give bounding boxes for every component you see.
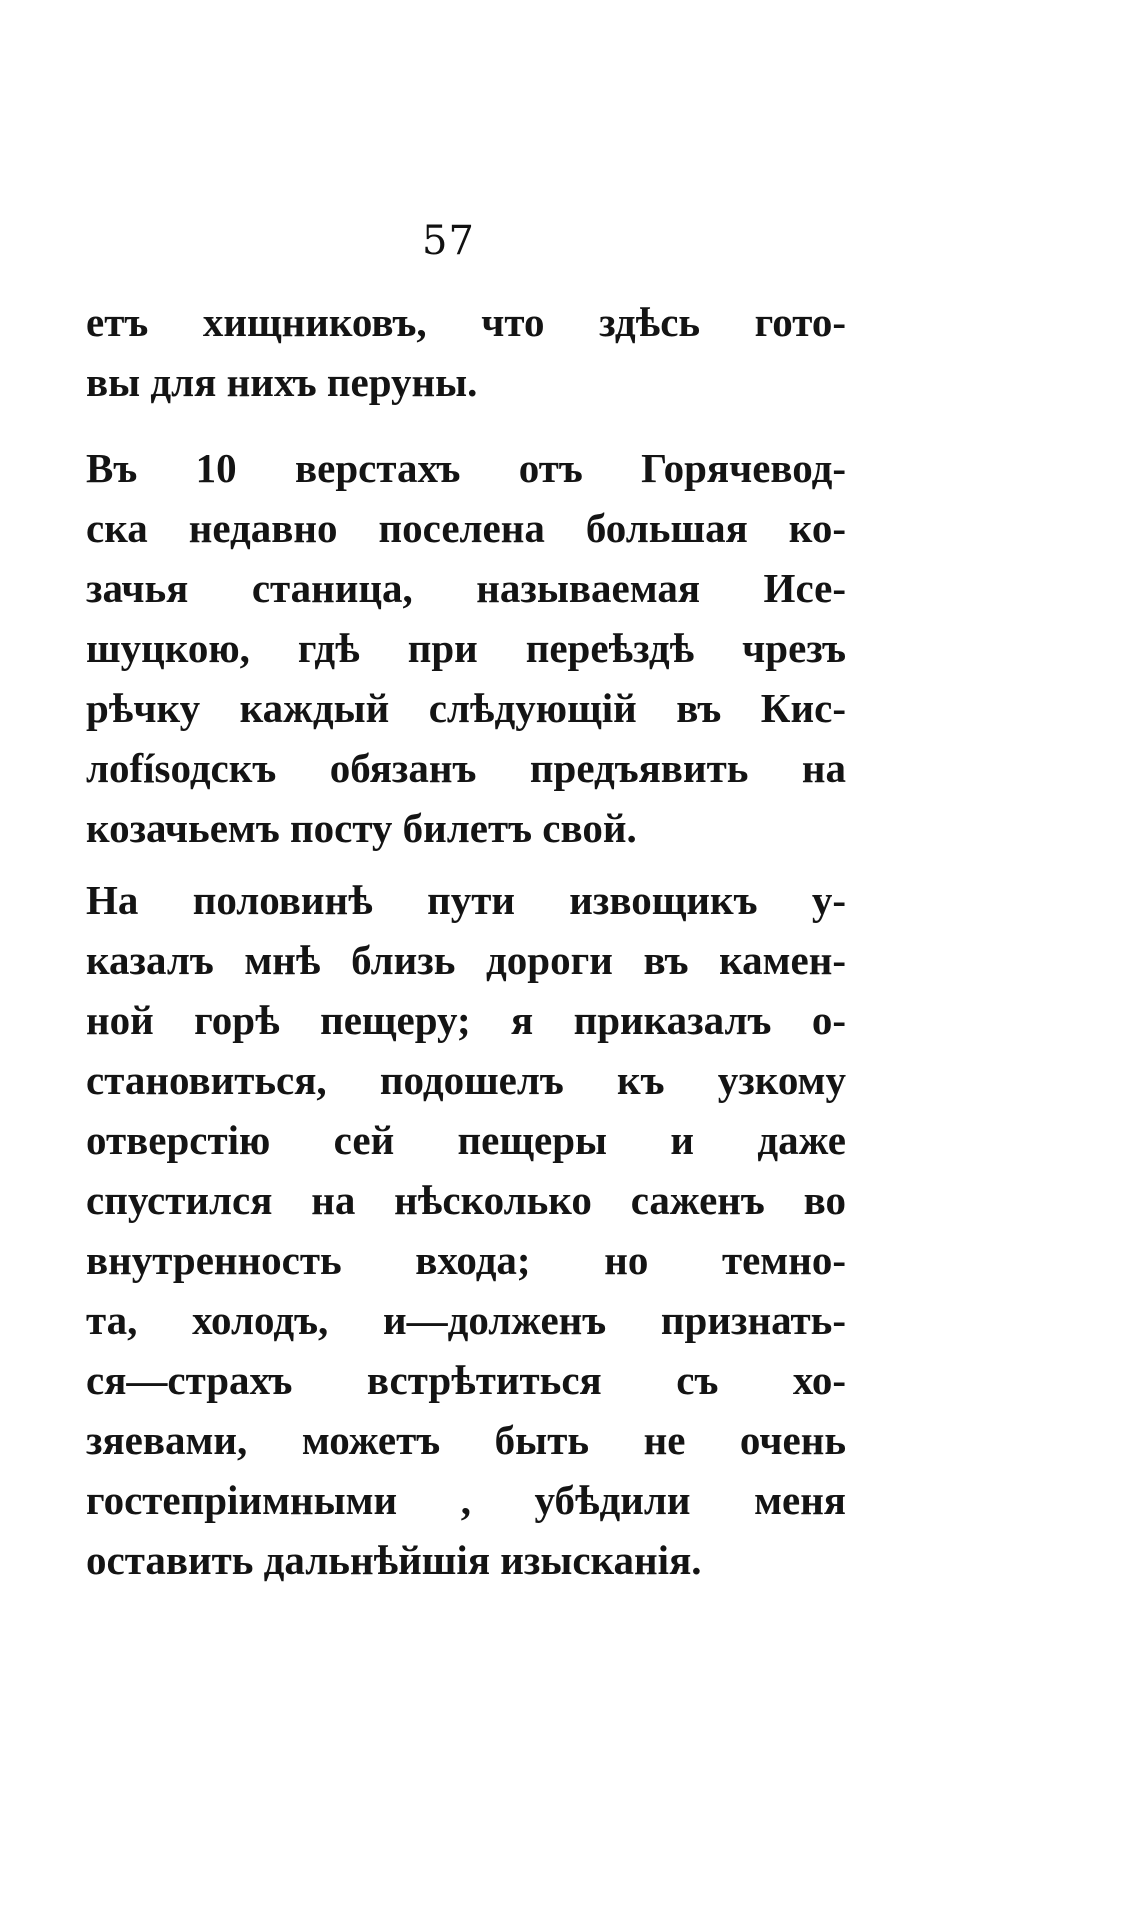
text-line: зяевами, можетъ быть не очень bbox=[86, 1417, 846, 1463]
text-line: зачья станица, называемая Исе- bbox=[86, 565, 846, 611]
text-line: ска недавно поселена большая ко- bbox=[86, 505, 846, 551]
text-line: козачьемъ посту билетъ свой. bbox=[86, 805, 637, 851]
paragraph-continuation bbox=[86, 292, 846, 412]
text-line: гостепріимными , убѣдили меня bbox=[86, 1477, 846, 1523]
text-line: внутренность входа; но темно- bbox=[86, 1237, 846, 1283]
text-line: та, холодъ, и—долженъ признать- bbox=[86, 1297, 846, 1343]
page-number: 57 bbox=[422, 218, 475, 264]
text-line: казалъ мнѣ близь дороги въ камен- bbox=[86, 937, 846, 983]
paragraph-stanitsa bbox=[86, 438, 846, 858]
text-line: етъ хищниковъ, что здѣсь гото- bbox=[86, 299, 846, 345]
text-line: вы для нихъ перуны. bbox=[86, 359, 478, 405]
text-line: отверстію сей пещеры и даже bbox=[86, 1117, 846, 1163]
text-line: ся—страхъ встрѣтиться съ хо- bbox=[86, 1357, 846, 1403]
text-line: Въ 10 верстахъ отъ Горячевод- bbox=[86, 445, 846, 491]
text-line: спустился на нѣсколько саженъ во bbox=[86, 1177, 846, 1223]
text-line: рѣчку каждый слѣдующій въ Кис- bbox=[86, 685, 846, 731]
paragraph-cave bbox=[86, 870, 846, 1590]
text-line: На половинѣ пути извощикъ у- bbox=[86, 877, 846, 923]
text-line: оставить дальнѣйшія изысканія. bbox=[86, 1537, 702, 1583]
text-line: лоfísодскъ обязанъ предъявить на bbox=[86, 745, 846, 791]
text-line: ной горѣ пещеру; я приказалъ о- bbox=[86, 997, 846, 1043]
text-line: шуцкою, гдѣ при переѣздѣ чрезъ bbox=[86, 625, 846, 671]
text-line: становиться, подошелъ къ узкому bbox=[86, 1057, 846, 1103]
